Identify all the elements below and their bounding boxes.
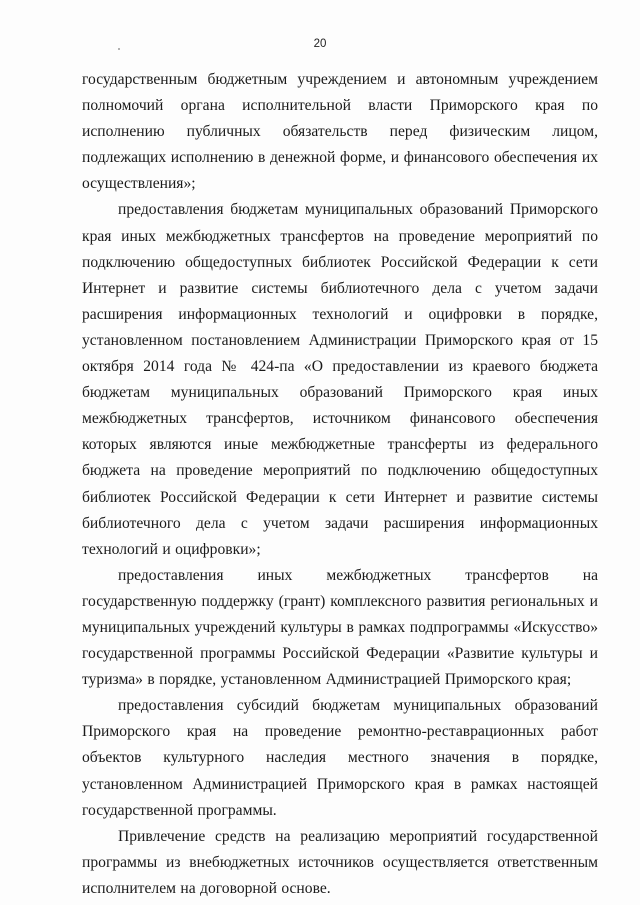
paragraph-heritage-subsidies: предоставления субсидий бюджетам муниципальных образований Приморского края на проведение ремонтно-реставрационных работ объектов культурного наследия местного значения в порядке, установленном Администрацией Приморского края в рамках настоящей государственной программы.: [82, 697, 598, 819]
paragraph-culture-grant: предоставления иных межбюджетных трансфертов на государственную поддержку (грант) комплексного развития региональных и муниципальных учреждений культуры в рамках подпрограммы «Искусство» государственной программы Российской Федерации «Развитие культуры и туризма» в порядке, установленном Администрацией Приморского края;: [82, 566, 598, 689]
scan-artifact: [118, 48, 120, 50]
paragraph-libraries-transfers: предоставления бюджетам муниципальных образований Приморского края иных межбюджетных трансфертов на проведение мероприятий по подключению общедоступных библиотек Российской Федерации к сети Интернет и развитие системы библиотечного дела с учетом задачи расширения информационных технологий и оцифровки в порядке, установленном постановлением Администрации Приморского края от 15 октября 2014 года № 424-па «О предоставлении из краевого бюджета бюджетам муниципальных образований Приморского края иных межбюджетных трансфертов, источником финансового обеспечения которых являются иные межбюджетные трансферты из федерального бюджета на проведение мероприятий по подключению общедоступных библиотек Российской Федерации к сети Интернет и развитие системы библиотечного дела с учетом задачи расширения информационных технологий и оцифровки»;: [82, 201, 598, 558]
document-body: [82, 67, 598, 902]
paragraph-continuation: государственным бюджетным учреждением и автономным учреждением полномочий органа исполнительной власти Приморского края по исполнению публичных обязательств перед физическим лицом, подлежащих исполнению в денежной форме, и финансового обеспечения их осуществления»;: [82, 71, 598, 193]
page-number: 20: [313, 38, 327, 50]
paragraph-extrabudgetary: Привлечение средств на реализацию мероприятий государственной программы из внебюджетных источников осуществляется ответственным исполнителем на договорной основе.: [82, 827, 598, 897]
